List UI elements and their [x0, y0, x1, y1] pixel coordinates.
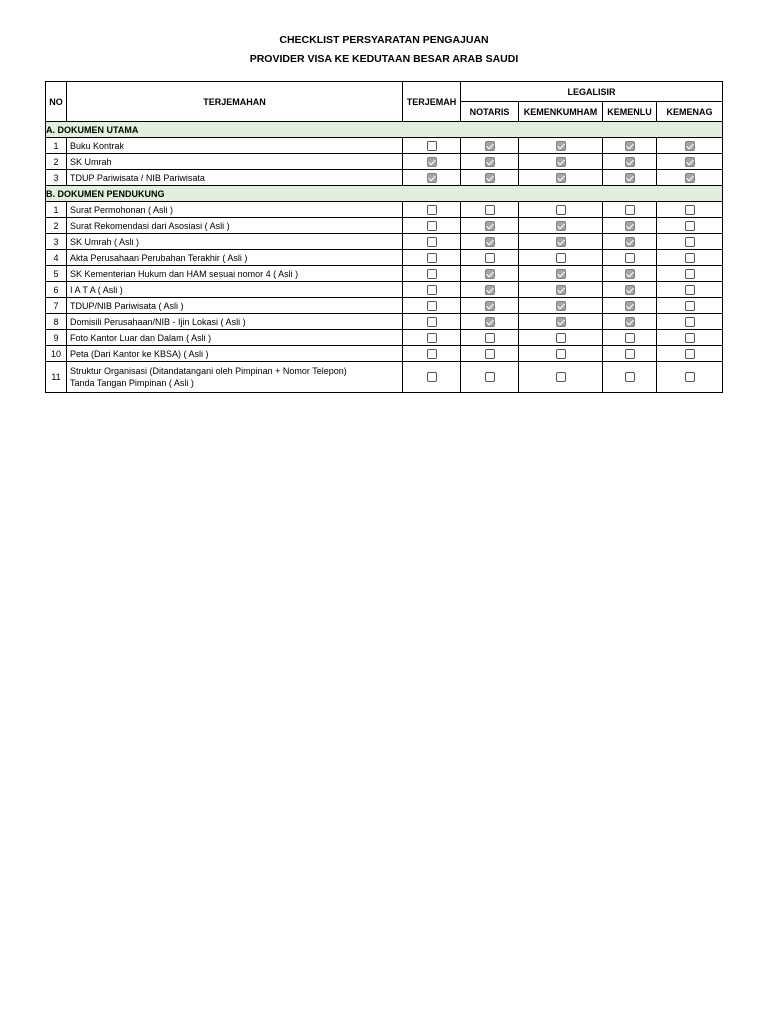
cell-notaris [461, 266, 519, 282]
unchecked-checkbox[interactable] [427, 333, 437, 343]
checked-checkbox[interactable] [485, 157, 495, 167]
document-name-line: Buku Kontrak [70, 140, 125, 151]
cell-kemenkumham [519, 330, 603, 346]
unchecked-checkbox[interactable] [685, 333, 695, 343]
unchecked-checkbox[interactable] [625, 205, 635, 215]
cell-terjemah [403, 250, 461, 266]
table-row [46, 250, 723, 266]
cell-kemenlu [603, 154, 657, 170]
checked-checkbox[interactable] [485, 221, 495, 231]
document-name-line: TDUP Pariwisata / NIB Pariwisata [70, 172, 205, 183]
table-row [46, 330, 723, 346]
checklist-table [45, 81, 723, 393]
checked-checkbox[interactable] [556, 173, 566, 183]
checked-checkbox[interactable] [485, 237, 495, 247]
unchecked-checkbox[interactable] [427, 221, 437, 231]
unchecked-checkbox[interactable] [427, 349, 437, 359]
unchecked-checkbox[interactable] [685, 253, 695, 263]
cell-kemenkumham [519, 314, 603, 330]
checked-checkbox[interactable] [427, 173, 437, 183]
document-name-line: Domisili Perusahaan/NIB - Ijin Lokasi ( Asli ) [70, 316, 246, 327]
table-row [46, 362, 723, 393]
section-label: A. DOKUMEN UTAMA [46, 122, 723, 138]
cell-terjemah [403, 170, 461, 186]
unchecked-checkbox[interactable] [485, 333, 495, 343]
cell-kemenkumham [519, 250, 603, 266]
cell-terjemah [403, 218, 461, 234]
unchecked-checkbox[interactable] [427, 285, 437, 295]
checked-checkbox[interactable] [625, 221, 635, 231]
cell-kemenlu [603, 266, 657, 282]
document-name-line: Peta (Dari Kantor ke KBSA) ( Asli ) [70, 348, 209, 359]
document-name-line: Foto Kantor Luar dan Dalam ( Asli ) [70, 332, 212, 343]
cell-kemenkumham [519, 138, 603, 154]
cell-kemenlu [603, 330, 657, 346]
checked-checkbox[interactable] [625, 157, 635, 167]
table-row [46, 282, 723, 298]
cell-notaris [461, 298, 519, 314]
cell-kemenag [657, 298, 723, 314]
cell-terjemah [403, 282, 461, 298]
table-row [46, 234, 723, 250]
header-no: NO [46, 82, 67, 122]
cell-notaris [461, 330, 519, 346]
unchecked-checkbox[interactable] [556, 349, 566, 359]
checked-checkbox[interactable] [556, 301, 566, 311]
table-row [46, 154, 723, 170]
row-number: 10 [46, 346, 67, 362]
table-row [46, 266, 723, 282]
unchecked-checkbox[interactable] [556, 372, 566, 382]
checked-checkbox[interactable] [625, 173, 635, 183]
unchecked-checkbox[interactable] [427, 205, 437, 215]
cell-notaris [461, 250, 519, 266]
document-name [67, 298, 403, 314]
row-number: 3 [46, 234, 67, 250]
header-terjemah: TERJEMAH [403, 82, 461, 122]
unchecked-checkbox[interactable] [556, 333, 566, 343]
cell-kemenkumham [519, 266, 603, 282]
unchecked-checkbox[interactable] [427, 141, 437, 151]
row-number: 11 [46, 362, 67, 393]
header-legalisir: LEGALISIR [461, 82, 723, 102]
unchecked-checkbox[interactable] [625, 333, 635, 343]
document-name-line: SK Kementerian Hukum dan HAM sesuai nomor 4 ( Asli ) [70, 268, 299, 279]
document-name-line: SK Umrah [70, 156, 112, 167]
document-name [67, 218, 403, 234]
checked-checkbox[interactable] [625, 301, 635, 311]
document-name-line: Struktur Organisasi (Ditandatangani oleh Pimpinan + Nomor Telepon) [70, 366, 347, 376]
cell-kemenlu [603, 234, 657, 250]
cell-kemenag [657, 314, 723, 330]
cell-kemenag [657, 234, 723, 250]
table-row [46, 314, 723, 330]
checked-checkbox[interactable] [485, 317, 495, 327]
checked-checkbox[interactable] [625, 237, 635, 247]
cell-notaris [461, 314, 519, 330]
header-terjemahan: TERJEMAHAN [67, 82, 403, 122]
cell-kemenlu [603, 298, 657, 314]
table-row [46, 138, 723, 154]
checked-checkbox[interactable] [685, 141, 695, 151]
checked-checkbox[interactable] [556, 285, 566, 295]
cell-kemenag [657, 250, 723, 266]
cell-kemenkumham [519, 170, 603, 186]
cell-kemenag [657, 170, 723, 186]
unchecked-checkbox[interactable] [427, 301, 437, 311]
row-number: 5 [46, 266, 67, 282]
unchecked-checkbox[interactable] [685, 317, 695, 327]
unchecked-checkbox[interactable] [685, 221, 695, 231]
unchecked-checkbox[interactable] [427, 237, 437, 247]
title-line-1: CHECKLIST PERSYARATAN PENGAJUAN [279, 34, 489, 46]
section-row [46, 186, 723, 202]
checked-checkbox[interactable] [485, 269, 495, 279]
checked-checkbox[interactable] [556, 157, 566, 167]
unchecked-checkbox[interactable] [427, 253, 437, 263]
cell-notaris [461, 282, 519, 298]
unchecked-checkbox[interactable] [685, 349, 695, 359]
header-kemenlu: KEMENLU [603, 102, 657, 122]
checked-checkbox[interactable] [625, 285, 635, 295]
document-name [67, 314, 403, 330]
checked-checkbox[interactable] [556, 237, 566, 247]
unchecked-checkbox[interactable] [625, 349, 635, 359]
cell-terjemah [403, 266, 461, 282]
checked-checkbox[interactable] [556, 269, 566, 279]
unchecked-checkbox[interactable] [685, 205, 695, 215]
document-name [67, 234, 403, 250]
cell-kemenag [657, 138, 723, 154]
row-number: 2 [46, 154, 67, 170]
document-name-line: I A T A ( Asli ) [70, 284, 123, 295]
unchecked-checkbox[interactable] [485, 372, 495, 382]
document-name [67, 266, 403, 282]
checked-checkbox[interactable] [427, 157, 437, 167]
table-row [46, 218, 723, 234]
row-number: 7 [46, 298, 67, 314]
unchecked-checkbox[interactable] [685, 372, 695, 382]
document-name [67, 170, 403, 186]
table-row [46, 346, 723, 362]
unchecked-checkbox[interactable] [556, 253, 566, 263]
title-line-2: PROVIDER VISA KE KEDUTAAN BESAR ARAB SAUDI [249, 53, 519, 65]
section-label: B. DOKUMEN PENDUKUNG [46, 186, 723, 202]
cell-kemenag [657, 266, 723, 282]
document-name-line: Akta Perusahaan Perubahan Terakhir ( Asli ) [70, 252, 248, 263]
document-name [67, 330, 403, 346]
cell-kemenlu [603, 362, 657, 393]
document-name [67, 202, 403, 218]
document-name [67, 138, 403, 154]
cell-terjemah [403, 202, 461, 218]
cell-kemenkumham [519, 298, 603, 314]
cell-kemenag [657, 330, 723, 346]
cell-terjemah [403, 314, 461, 330]
row-number: 1 [46, 138, 67, 154]
unchecked-checkbox[interactable] [485, 205, 495, 215]
cell-kemenlu [603, 138, 657, 154]
document-name [67, 346, 403, 362]
checked-checkbox[interactable] [485, 173, 495, 183]
checked-checkbox[interactable] [625, 317, 635, 327]
cell-kemenag [657, 202, 723, 218]
checked-checkbox[interactable] [556, 221, 566, 231]
unchecked-checkbox[interactable] [625, 253, 635, 263]
document-name-line: TDUP/NIB Pariwisata ( Asli ) [70, 300, 184, 311]
document-name [67, 154, 403, 170]
cell-kemenag [657, 282, 723, 298]
cell-notaris [461, 202, 519, 218]
cell-kemenkumham [519, 282, 603, 298]
unchecked-checkbox[interactable] [427, 317, 437, 327]
header-notaris: NOTARIS [461, 102, 519, 122]
checked-checkbox[interactable] [485, 141, 495, 151]
cell-kemenag [657, 154, 723, 170]
cell-notaris [461, 138, 519, 154]
document-name [67, 362, 403, 393]
unchecked-checkbox[interactable] [556, 205, 566, 215]
cell-terjemah [403, 346, 461, 362]
checked-checkbox[interactable] [485, 285, 495, 295]
cell-terjemah [403, 234, 461, 250]
row-number: 1 [46, 202, 67, 218]
unchecked-checkbox[interactable] [685, 285, 695, 295]
cell-kemenag [657, 346, 723, 362]
checked-checkbox[interactable] [556, 141, 566, 151]
unchecked-checkbox[interactable] [685, 301, 695, 311]
cell-kemenag [657, 362, 723, 393]
checked-checkbox[interactable] [685, 157, 695, 167]
cell-terjemah [403, 362, 461, 393]
checked-checkbox[interactable] [556, 317, 566, 327]
row-number: 8 [46, 314, 67, 330]
checklist-body [46, 122, 723, 393]
checked-checkbox[interactable] [485, 301, 495, 311]
cell-notaris [461, 346, 519, 362]
cell-kemenlu [603, 202, 657, 218]
document-name [67, 250, 403, 266]
cell-terjemah [403, 154, 461, 170]
unchecked-checkbox[interactable] [427, 269, 437, 279]
checked-checkbox[interactable] [685, 173, 695, 183]
cell-terjemah [403, 138, 461, 154]
checked-checkbox[interactable] [625, 269, 635, 279]
cell-kemenkumham [519, 362, 603, 393]
document-name-line: Surat Permohonan ( Asli ) [70, 204, 174, 215]
table-row [46, 170, 723, 186]
document-name-line: SK Umrah ( Asli ) [70, 236, 140, 247]
cell-kemenkumham [519, 346, 603, 362]
cell-kemenkumham [519, 218, 603, 234]
cell-kemenlu [603, 314, 657, 330]
cell-terjemah [403, 330, 461, 346]
cell-notaris [461, 154, 519, 170]
document-name-line: Surat Rekomendasi dari Asosiasi ( Asli ) [70, 220, 230, 231]
cell-notaris [461, 362, 519, 393]
cell-notaris [461, 170, 519, 186]
cell-kemenkumham [519, 202, 603, 218]
unchecked-checkbox[interactable] [625, 372, 635, 382]
cell-kemenlu [603, 218, 657, 234]
cell-kemenag [657, 218, 723, 234]
cell-kemenlu [603, 346, 657, 362]
header-kemenkumham: KEMENKUMHAM [519, 102, 603, 122]
row-number: 9 [46, 330, 67, 346]
unchecked-checkbox[interactable] [485, 349, 495, 359]
cell-kemenlu [603, 170, 657, 186]
table-row [46, 202, 723, 218]
row-number: 2 [46, 218, 67, 234]
document-name [67, 282, 403, 298]
section-row [46, 122, 723, 138]
cell-kemenlu [603, 250, 657, 266]
document-name-line-2: Tanda Tangan Pimpinan ( Asli ) [70, 378, 194, 388]
header-kemenag: KEMENAG [657, 102, 723, 122]
cell-kemenkumham [519, 154, 603, 170]
unchecked-checkbox[interactable] [427, 372, 437, 382]
unchecked-checkbox[interactable] [685, 269, 695, 279]
row-number: 3 [46, 170, 67, 186]
cell-notaris [461, 218, 519, 234]
unchecked-checkbox[interactable] [685, 237, 695, 247]
unchecked-checkbox[interactable] [485, 253, 495, 263]
cell-terjemah [403, 298, 461, 314]
cell-kemenkumham [519, 234, 603, 250]
cell-kemenlu [603, 282, 657, 298]
checked-checkbox[interactable] [625, 141, 635, 151]
row-number: 6 [46, 282, 67, 298]
cell-notaris [461, 234, 519, 250]
row-number: 4 [46, 250, 67, 266]
table-row [46, 298, 723, 314]
